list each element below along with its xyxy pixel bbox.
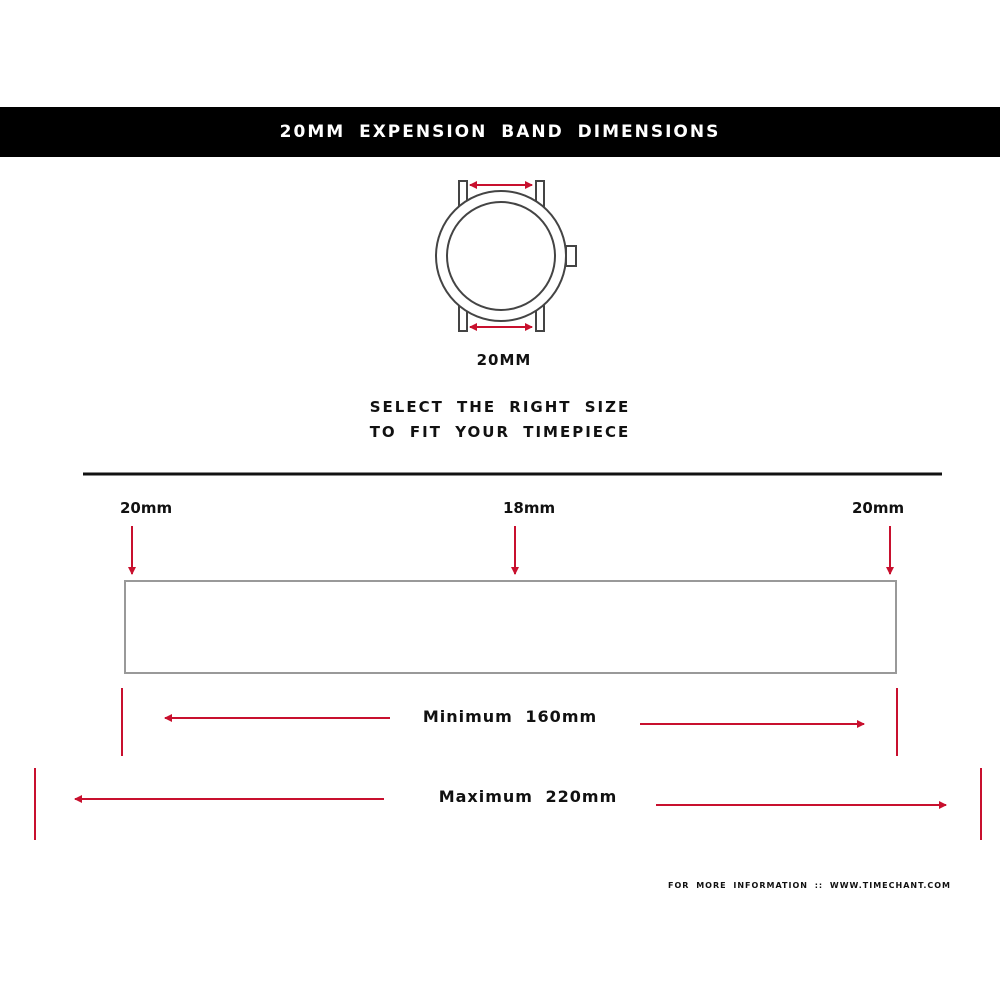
minimum-length-label: Minimum 160mm bbox=[422, 707, 598, 726]
maximum-length-label: Maximum 220mm bbox=[438, 787, 618, 806]
diagram-title: 20MM EXPENSION BAND DIMENSIONS bbox=[279, 122, 721, 142]
instruction-line-2: TO FIT YOUR TIMEPIECE bbox=[369, 423, 631, 441]
band-middle-width-label: 18mm bbox=[503, 499, 556, 517]
band-outline bbox=[125, 581, 896, 673]
footer-info: FOR MORE INFORMATION :: WWW.TIMECHANT.COM bbox=[668, 881, 951, 890]
width-arrows bbox=[132, 526, 890, 574]
watch-size-label: 20MM bbox=[476, 351, 532, 369]
watch-icon bbox=[436, 181, 576, 331]
band-right-width-label: 20mm bbox=[852, 499, 905, 517]
instruction-line-1: SELECT THE RIGHT SIZE bbox=[369, 398, 631, 416]
band-left-width-label: 20mm bbox=[120, 499, 173, 517]
